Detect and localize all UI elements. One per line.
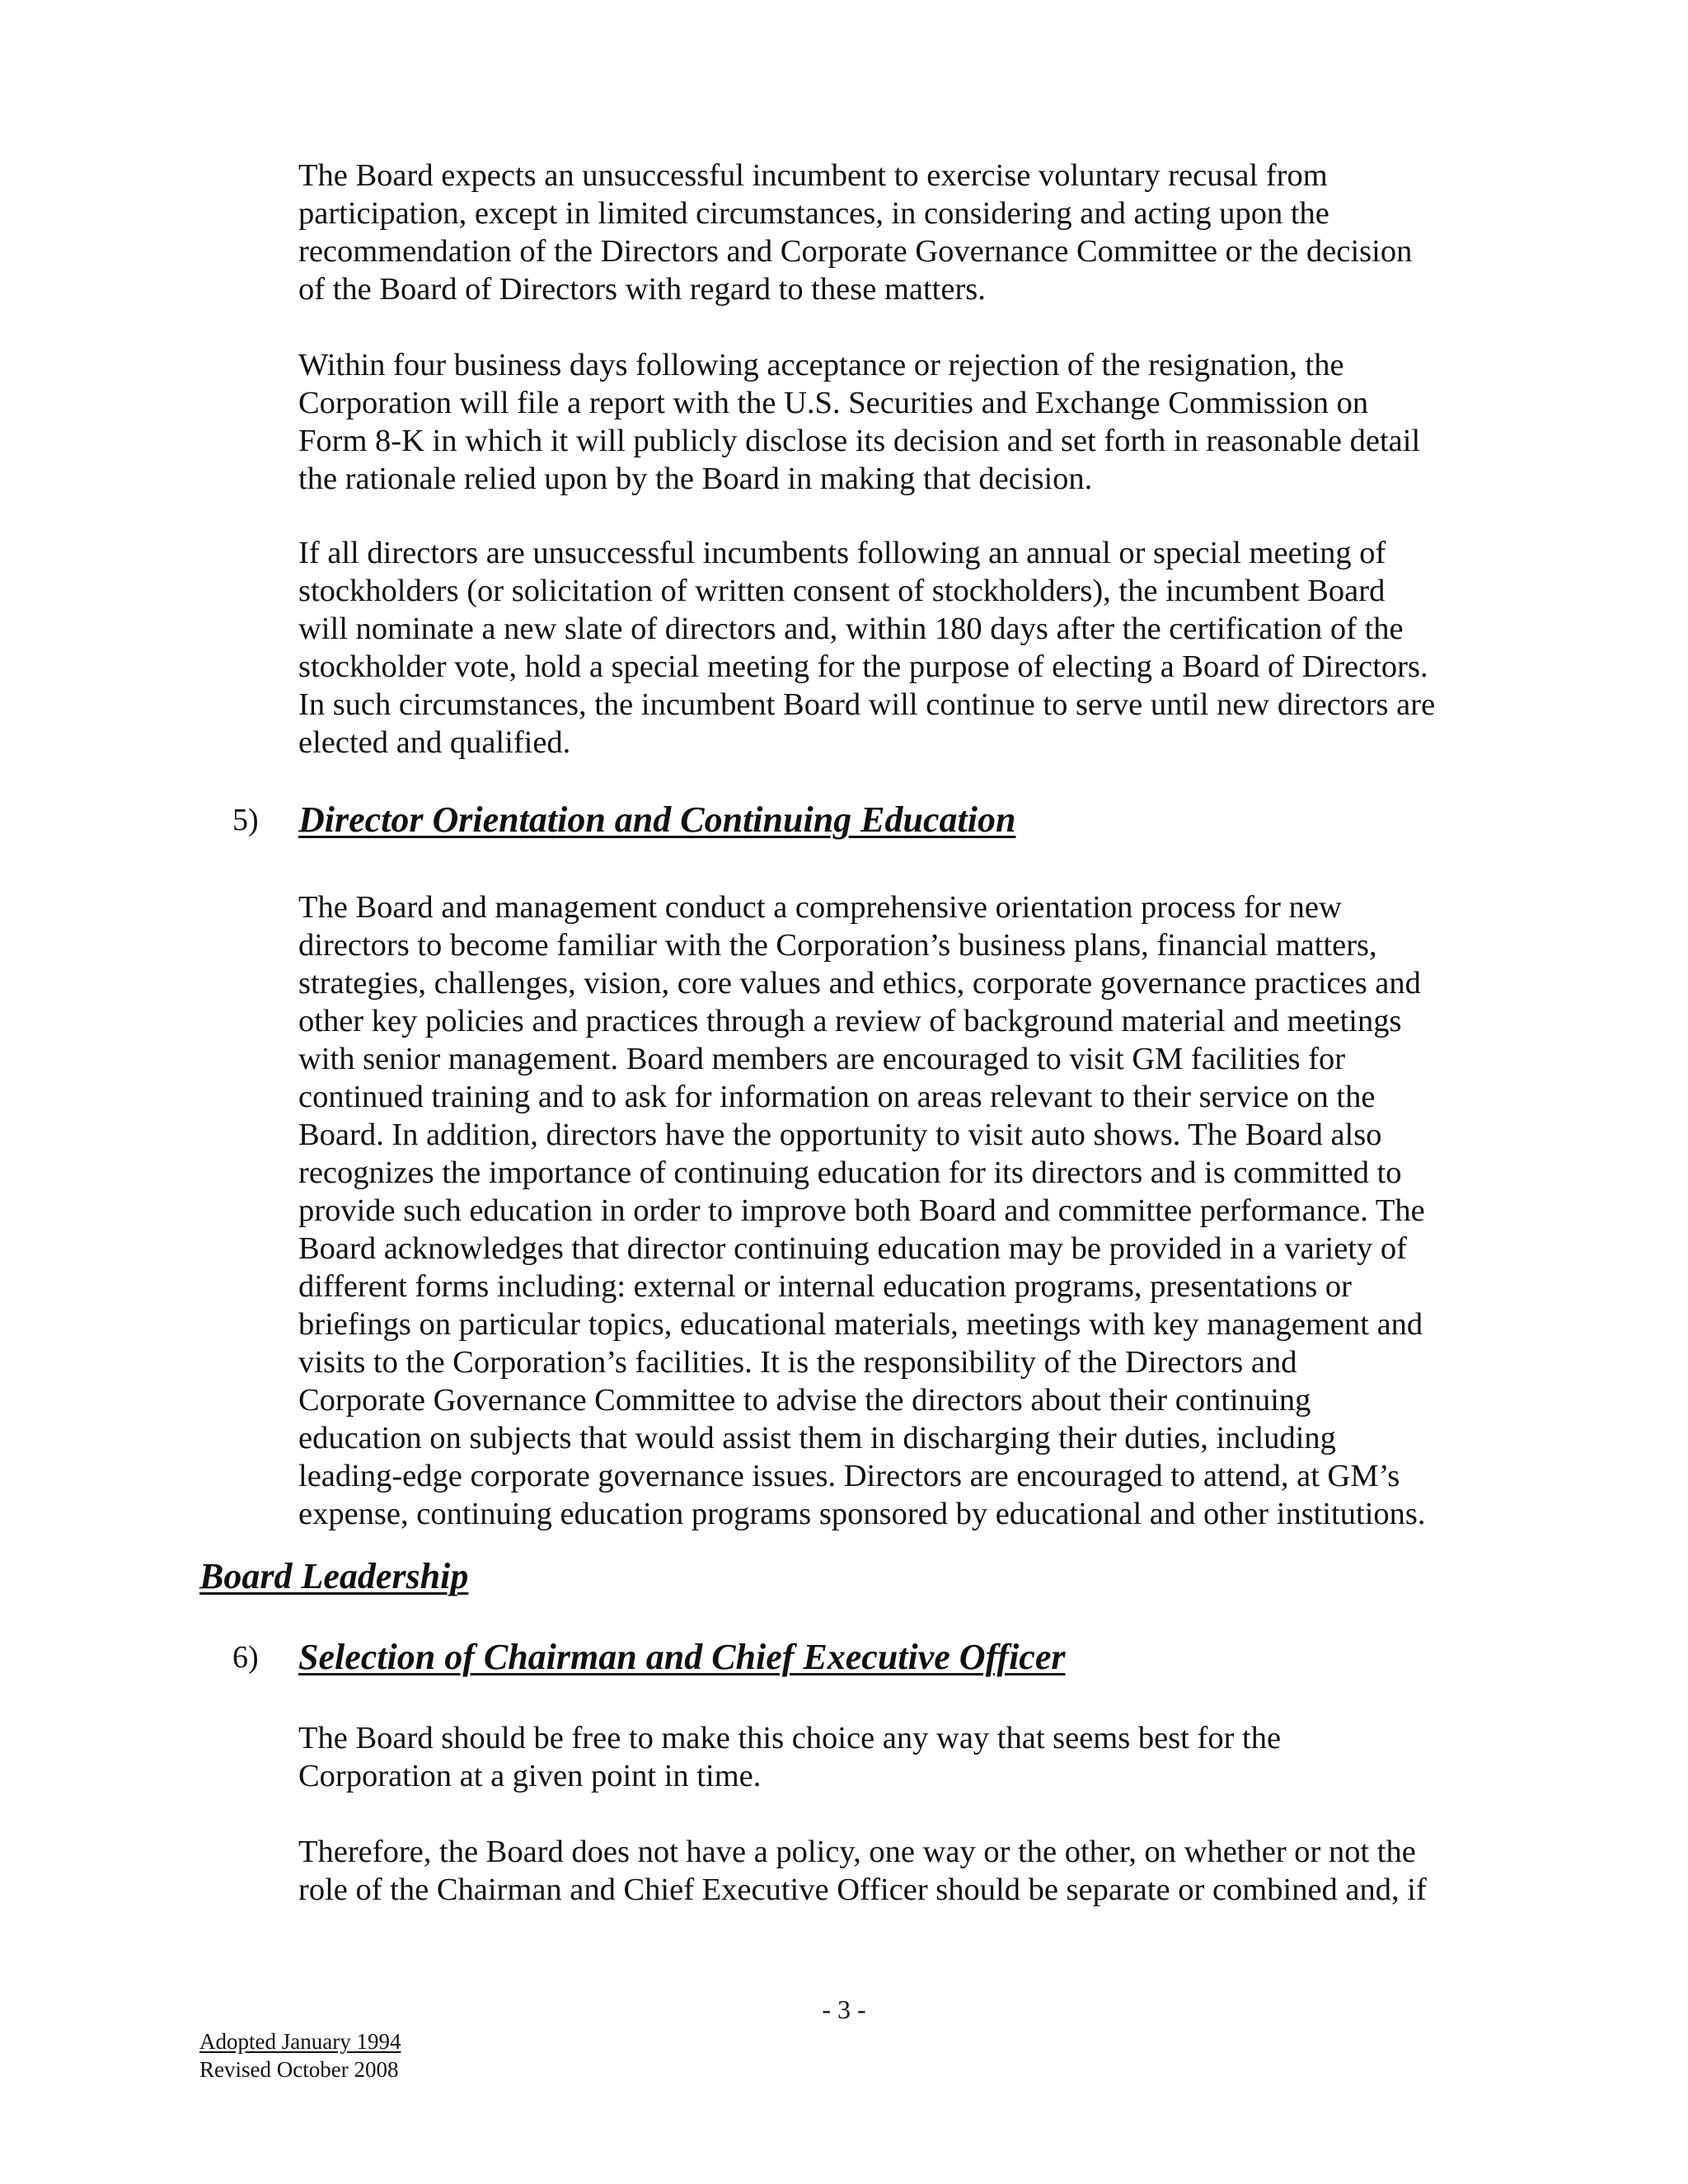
heading-number: 5) bbox=[232, 803, 259, 837]
text-line: visits to the Corporation’s facilities. It is the responsibility of the Directors and bbox=[298, 1345, 1297, 1380]
paragraph-no-policy bbox=[298, 1833, 1502, 1909]
paragraph-unsuccessful-incumbents bbox=[298, 534, 1502, 762]
heading-number: 6) bbox=[232, 1640, 259, 1675]
text-line: elected and qualified. bbox=[298, 725, 571, 760]
text-line: Corporate Governance Committee to advise the directors about their continuing bbox=[298, 1383, 1311, 1418]
text-line: stockholders (or solicitation of written consent of stockholders), the incumbent Board bbox=[298, 574, 1386, 608]
text-line: leading-edge corporate governance issues. Directors are encouraged to attend, at GM’s bbox=[298, 1459, 1400, 1493]
footer-revised-date: Revised October 2008 bbox=[199, 2057, 399, 2082]
text-line: of the Board of Directors with regard to these matters. bbox=[298, 272, 986, 307]
text-line: Corporation will file a report with the U.S. Securities and Exchange Commission on bbox=[298, 386, 1369, 420]
text-line: recommendation of the Directors and Corporate Governance Committee or the decision bbox=[298, 234, 1413, 269]
section-heading-board-leadership: Board Leadership bbox=[199, 1556, 469, 1596]
footer-revision-info bbox=[199, 2027, 401, 2083]
text-line: other key policies and practices through a review of background material and meetings bbox=[298, 1004, 1402, 1038]
text-line: provide such education in order to improve both Board and committee performance. The bbox=[298, 1193, 1425, 1228]
text-line: role of the Chairman and Chief Executive Officer should be separate or combined and, if bbox=[298, 1872, 1427, 1907]
text-line: Form 8-K in which it will publicly disclose its decision and set forth in reasonable detail bbox=[298, 424, 1421, 458]
text-line: Corporation at a given point in time. bbox=[298, 1759, 762, 1793]
paragraph-8k-filing bbox=[298, 346, 1502, 498]
paragraph-recusal bbox=[298, 157, 1502, 308]
text-line: Therefore, the Board does not have a policy, one way or the other, on whether or not the bbox=[298, 1835, 1416, 1869]
text-line: Board. In addition, directors have the opportunity to visit auto shows. The Board also bbox=[298, 1118, 1382, 1152]
text-line: Within four business days following acceptance or rejection of the resignation, the bbox=[298, 348, 1344, 382]
text-line: will nominate a new slate of directors and, within 180 days after the certification of the bbox=[298, 612, 1404, 646]
paragraph-orientation-education bbox=[298, 888, 1502, 1533]
text-line: directors to become familiar with the Corporation’s business plans, financial matters, bbox=[298, 928, 1377, 963]
text-line: different forms including: external or internal education programs, presentations or bbox=[298, 1269, 1352, 1304]
text-line: continued training and to ask for information on areas relevant to their service on the bbox=[298, 1080, 1376, 1114]
text-line: Board acknowledges that director continuing education may be provided in a variety of bbox=[298, 1231, 1407, 1266]
text-line: The Board expects an unsuccessful incumbent to exercise voluntary recusal from bbox=[298, 158, 1328, 193]
text-line: recognizes the importance of continuing education for its directors and is committed to bbox=[298, 1155, 1402, 1190]
text-line: If all directors are unsuccessful incumbents following an annual or special meeting of bbox=[298, 536, 1386, 570]
text-line: participation, except in limited circumstances, in considering and acting upon the bbox=[298, 196, 1329, 231]
paragraph-board-choice bbox=[298, 1719, 1502, 1795]
text-line: expense, continuing education programs sponsored by educational and other institutions. bbox=[298, 1497, 1426, 1531]
page-number: - 3 - bbox=[822, 1994, 866, 2024]
text-line: The Board should be free to make this choice any way that seems best for the bbox=[298, 1721, 1282, 1755]
heading-title: Director Orientation and Continuing Education bbox=[298, 799, 1016, 840]
text-line: The Board and management conduct a comprehensive orientation process for new bbox=[298, 890, 1342, 925]
heading-title: Selection of Chairman and Chief Executive Officer bbox=[298, 1637, 1066, 1677]
text-line: strategies, challenges, vision, core values and ethics, corporate governance practices and bbox=[298, 966, 1421, 1001]
text-line: education on subjects that would assist them in discharging their duties, including bbox=[298, 1421, 1336, 1455]
text-line: briefings on particular topics, educational materials, meetings with key management and bbox=[298, 1307, 1423, 1342]
text-line: with senior management. Board members are encouraged to visit GM facilities for bbox=[298, 1042, 1346, 1076]
text-line: the rationale relied upon by the Board in making that decision. bbox=[298, 462, 1093, 496]
footer-adopted-date: Adopted January 1994 bbox=[199, 2029, 401, 2054]
text-line: stockholder vote, hold a special meeting for the purpose of electing a Board of Directors. bbox=[298, 649, 1428, 684]
text-line: In such circumstances, the incumbent Board will continue to serve until new directors are bbox=[298, 687, 1436, 722]
